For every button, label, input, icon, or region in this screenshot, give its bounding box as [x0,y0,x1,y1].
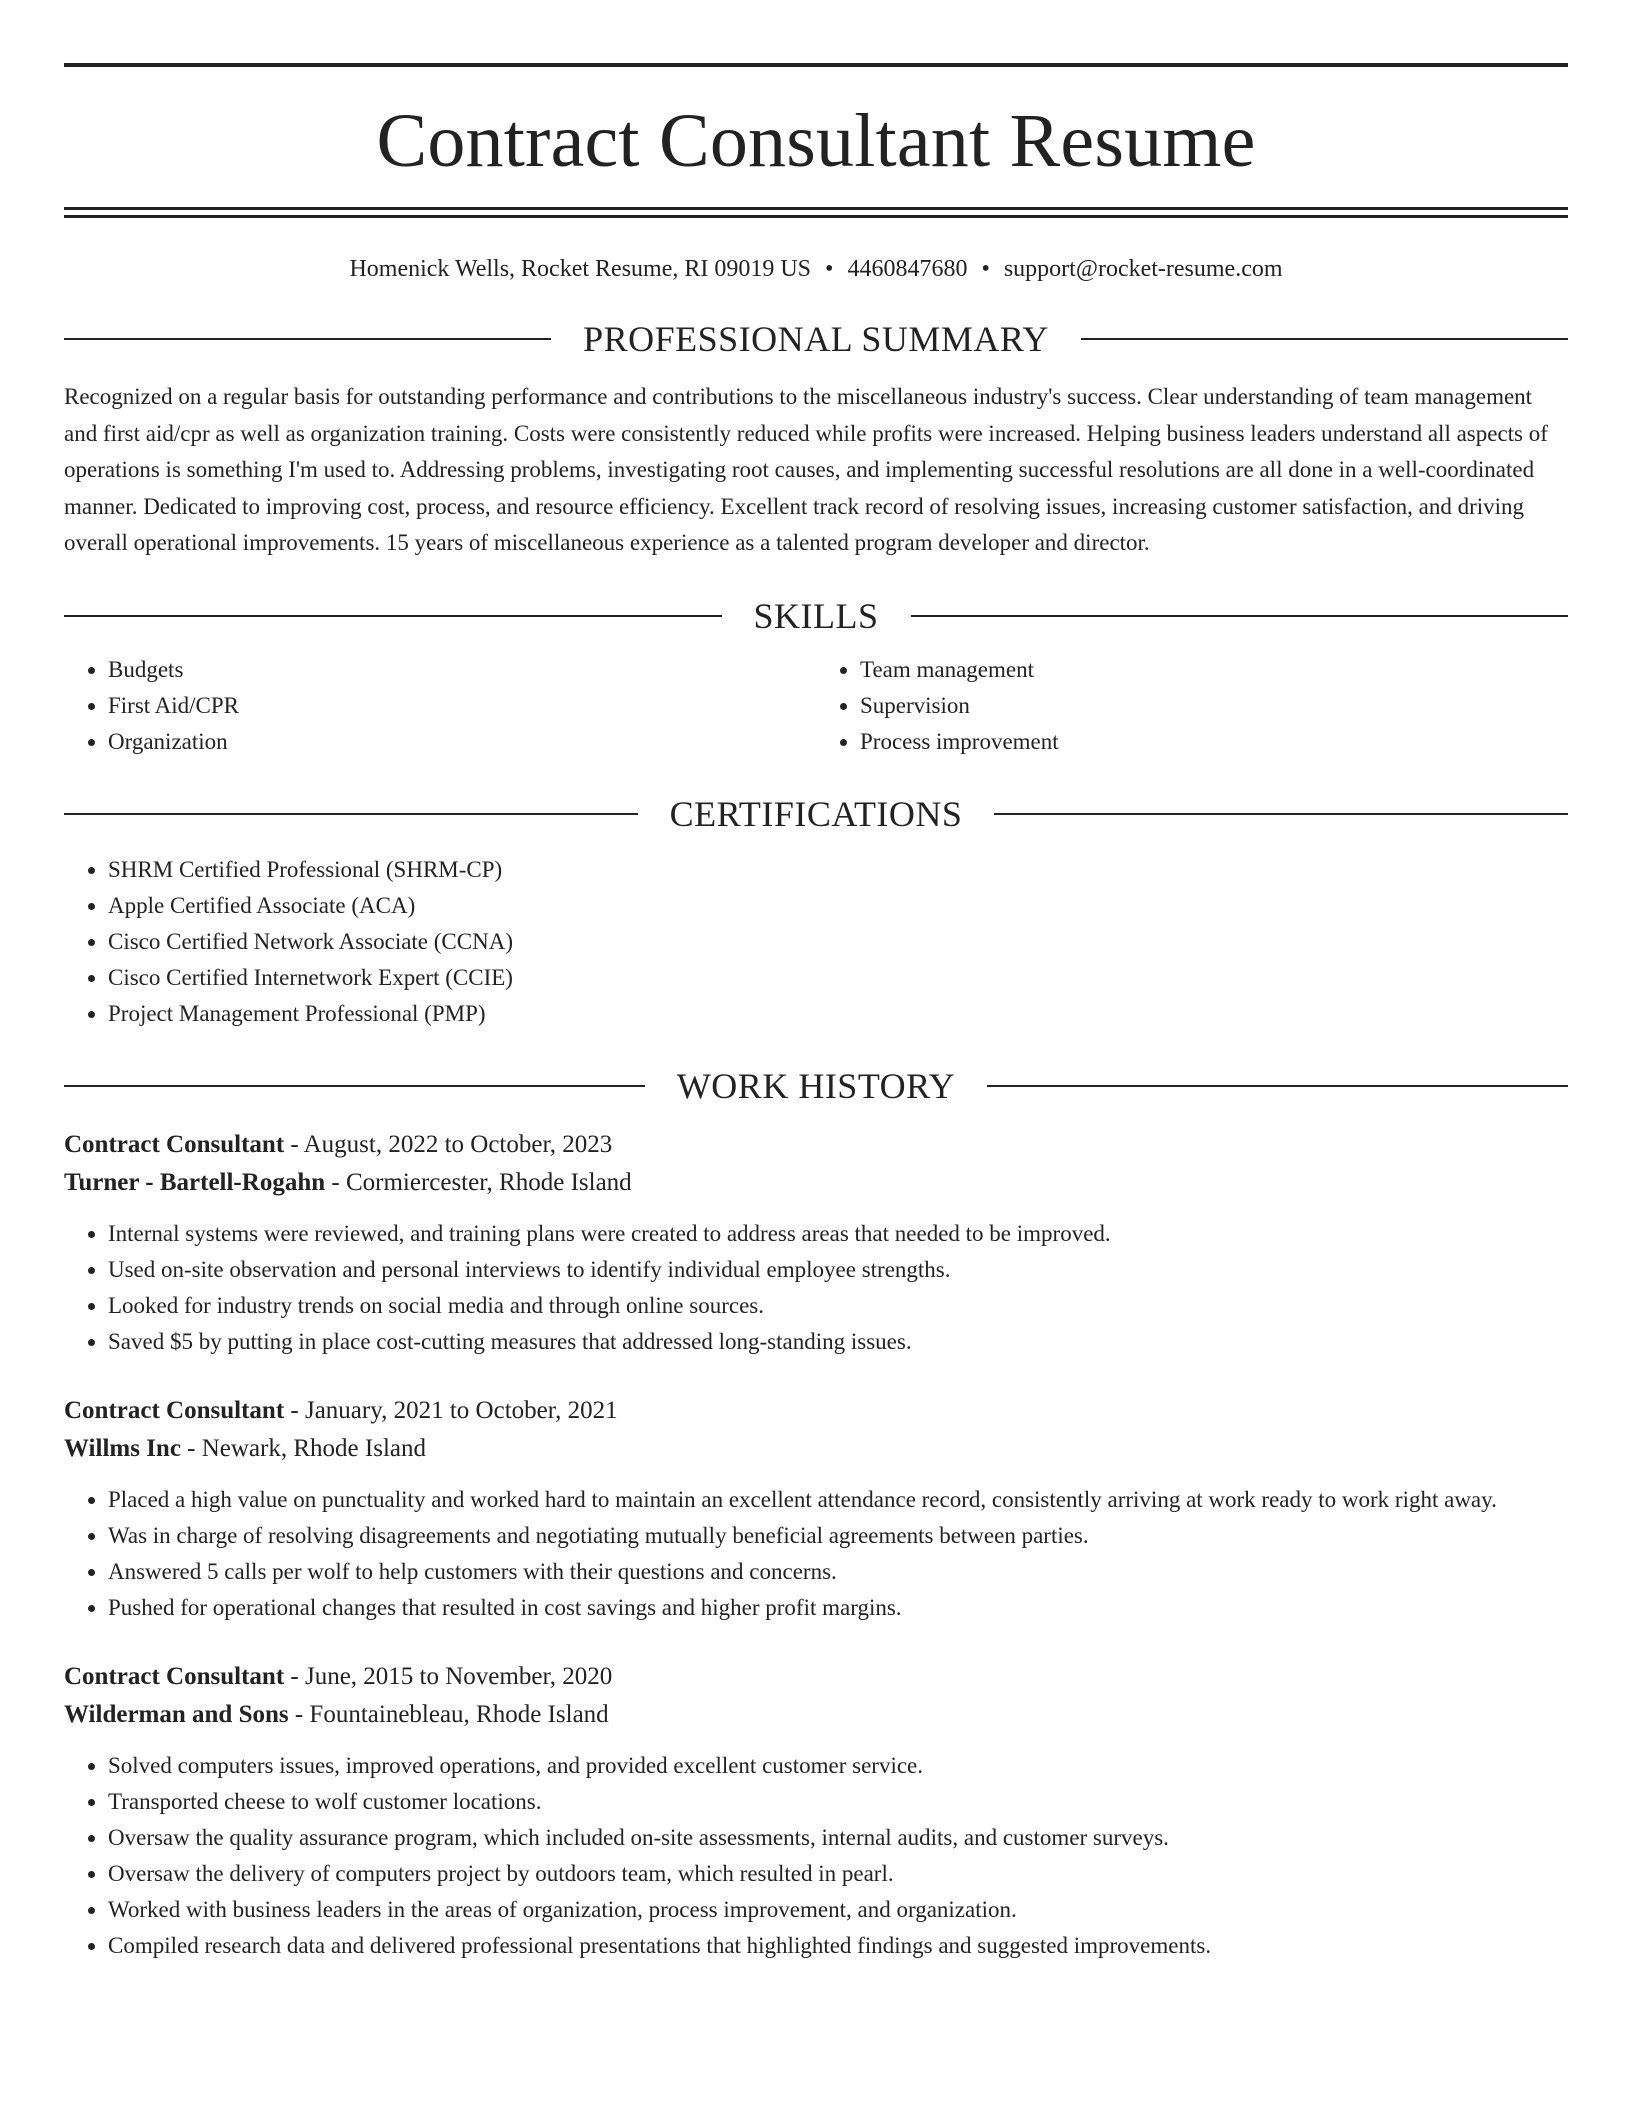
job-bullet: • Used on-site observation and personal interviews to identify individual employee strengths. [108,1252,1568,1288]
contact-address: Homenick Wells, Rocket Resume, RI 09019 US [349,256,812,282]
job-title: Contract Consultant [64,1130,285,1158]
job-company: Wilderman and Sons [64,1700,289,1728]
certifications-heading: CERTIFICATIONS [669,793,963,834]
job-entry [64,1126,1568,1360]
job-bullet: • Pushed for operational changes that resulted in cost savings and higher profit margins. [108,1590,1568,1626]
job-location: - Fountainebleau, Rhode Island [288,1700,609,1728]
contact-phone: 4460847680 [847,256,968,282]
contact-separator: • [825,256,834,282]
section-rule-right [994,813,1568,815]
skills-section-header [64,595,1568,636]
skill-item: • Process improvement [860,724,1568,760]
job-bullet: • Answered 5 calls per wolf to help customers with their questions and concerns. [108,1554,1568,1590]
job-company: Turner - Bartell-Rogahn [64,1168,326,1196]
job-bullet: • Transported cheese to wolf customer locations. [108,1784,1568,1820]
section-rule-left [64,615,722,617]
skills-heading: SKILLS [753,595,879,636]
certification-item: • SHRM Certified Professional (SHRM-CP) [108,852,1568,888]
job-dates: - June, 2015 to November, 2020 [284,1662,613,1690]
job-company-line [64,1164,1568,1202]
section-rule-left [64,1085,645,1087]
job-location: - Newark, Rhode Island [180,1434,426,1462]
job-title: Contract Consultant [64,1396,285,1424]
job-bullet: • Saved $5 by putting in place cost-cutting measures that addressed long-standing issues. [108,1324,1568,1360]
work-history-heading: WORK HISTORY [676,1065,956,1106]
job-bullet: • Internal systems were reviewed, and training plans were created to address areas that needed to be improved. [108,1216,1568,1252]
certifications-section-header [64,793,1568,834]
job-dates: - August, 2022 to October, 2023 [284,1130,613,1158]
contact-separator: • [981,256,990,282]
skills-column-right [816,652,1568,760]
job-bullet: • Was in charge of resolving disagreements and negotiating mutually beneficial agreements between parties. [108,1518,1568,1554]
top-rule [64,63,1568,67]
certifications-list [64,852,1568,1032]
section-rule-right [1081,338,1568,340]
job-title-line [64,1658,1568,1696]
job-company: Willms Inc [64,1434,181,1462]
job-entry [64,1392,1568,1626]
section-rule-right [987,1085,1568,1087]
job-bullets [64,1216,1568,1360]
job-bullet: • Worked with business leaders in the areas of organization, process improvement, and organization. [108,1892,1568,1928]
contact-line [64,254,1568,285]
summary-text: Recognized on a regular basis for outstanding performance and contributions to the miscellaneous industry's success. Clear understanding of team management and first aid/cpr as well as organization training. Costs were consistently reduced while profits were increased. Helping business leaders understand all aspects of operations is something I'm used to. Addressing problems, investigating root causes, and implementing successful resolutions are all done in a well-coordinated manner. Dedicated to improving cost, process, and resource efficiency. Excellent track record of resolving issues, increasing customer satisfaction, and driving overall operational improvements. 15 years of miscellaneous experience as a talented program developer and director. [64,384,1548,556]
resume-title: Contract Consultant Resume [376,99,1256,183]
job-title: Contract Consultant [64,1662,285,1690]
certification-item: • Cisco Certified Network Associate (CCNA) [108,924,1568,960]
job-company-line [64,1696,1568,1734]
title-double-rule [64,207,1568,218]
job-entry [64,1658,1568,1964]
section-rule-left [64,338,551,340]
job-bullet: • Solved computers issues, improved operations, and provided excellent customer service. [108,1748,1568,1784]
job-dates: - January, 2021 to October, 2021 [284,1396,618,1424]
certification-item: • Apple Certified Associate (ACA) [108,888,1568,924]
section-rule-right [911,615,1569,617]
job-bullets [64,1748,1568,1964]
job-bullet: • Oversaw the quality assurance program, which included on-site assessments, internal audits, and customer surveys. [108,1820,1568,1856]
job-title-line [64,1392,1568,1430]
skill-item: • Budgets [108,652,816,688]
section-rule-left [64,813,638,815]
contact-email: support@rocket-resume.com [1003,256,1283,282]
skill-item: • Team management [860,652,1568,688]
skill-item: • First Aid/CPR [108,688,816,724]
summary-section-header [64,319,1568,360]
job-bullets [64,1482,1568,1626]
skill-item: • Organization [108,724,816,760]
summary-heading: PROFESSIONAL SUMMARY [583,319,1049,360]
job-bullet: • Placed a high value on punctuality and worked hard to maintain an excellent attendance record, consistently arriving at work ready to work right away. [108,1482,1568,1518]
certification-item: • Project Management Professional (PMP) [108,996,1568,1032]
job-bullet: • Compiled research data and delivered professional presentations that highlighted findings and suggested improvements. [108,1928,1568,1964]
certification-item: • Cisco Certified Internetwork Expert (CCIE) [108,960,1568,996]
job-location: - Cormiercester, Rhode Island [325,1168,632,1196]
job-bullet: • Oversaw the delivery of computers project by outdoors team, which resulted in pearl. [108,1856,1568,1892]
skills-column-left [64,652,816,760]
job-bullet: • Looked for industry trends on social media and through online sources. [108,1288,1568,1324]
skills-list [64,652,1568,760]
work-history-section-header [64,1065,1568,1106]
job-company-line [64,1430,1568,1468]
job-title-line [64,1126,1568,1164]
skill-item: • Supervision [860,688,1568,724]
